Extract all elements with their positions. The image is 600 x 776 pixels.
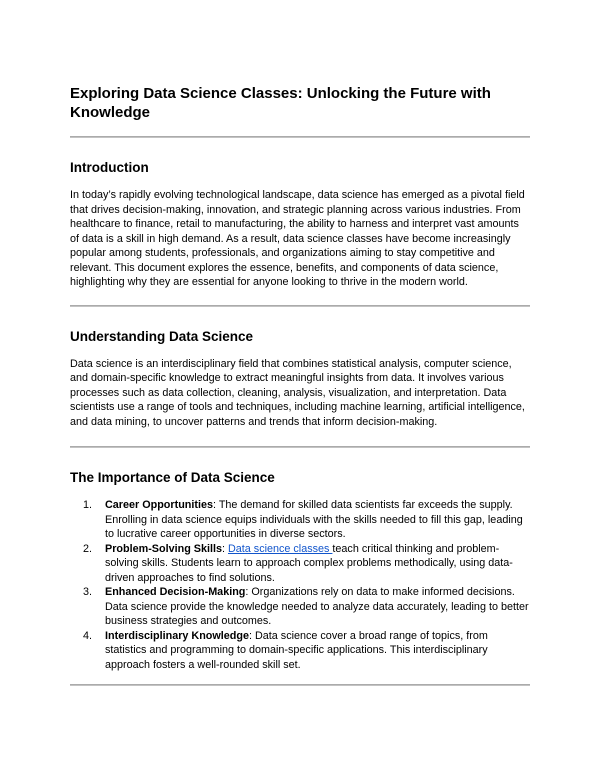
horizontal-rule [70,446,530,448]
introduction-paragraph: In today’s rapidly evolving technological landscape, data science has emerged as a pivotal field that drives decision-making, innovation, and strategic planning across various industries. From healthcare to finance, retail to manufacturing, the ability to harness and interpret vast amounts of data is a skill in high demand. As a result, data science classes have become increasingly popular among students, professionals, and organizations aiming to stay competitive and relevant. This document explores the essence, benefits, and components of data science, highlighting why they are essential for anyone looking to thrive in the modern world. [70,189,525,288]
list-item-text: teach critical thinking and problem-solving skills. Students learn to approach complex problems methodically, using data-driven approaches to find solutions. [105,542,513,584]
list-item-bold-lead: Enhanced Decision-Making [105,586,246,598]
list-item-bold-lead: Interdisciplinary Knowledge [105,629,249,642]
list-item-separator: : [245,586,252,598]
section-heading-introduction: Introduction [70,160,149,175]
list-item-career-opportunities [83,498,530,542]
list-number: 4. [83,629,93,642]
section-heading-understanding-data-science: Understanding Data Science [70,328,254,344]
list-item-separator: : [222,542,228,555]
list-number: 1. [83,499,93,511]
importance-list [70,498,530,672]
list-item-bold-lead: Problem-Solving Skills [105,542,222,555]
list-item-bold-lead: Career Opportunities [105,499,213,511]
list-item-separator: : [249,629,255,642]
horizontal-rule [70,684,530,686]
list-item-enhanced-decision-making [83,585,530,629]
list-item-text: The demand for skilled data scientists far exceeds the supply. Enrolling in data science equips individuals with the skills needed to fill this gap, leading to lucrative career opportunities in diverse sectors. [105,499,523,540]
list-number: 3. [83,586,93,598]
data-science-classes-link[interactable]: Data science classes [228,542,333,555]
list-item-text: Data science cover a broad range of topics, from statistics and programming to domain-specific applications. This interdisciplinary approach fosters a well-rounded skill set. [105,629,488,671]
list-number: 2. [83,542,93,555]
section-heading-importance-of-data-science: The Importance of Data Science [70,470,275,485]
list-item-text: Organizations rely on data to make informed decisions. Data science provide the knowledge needed to analyze data accurately, leading to better business strategies and outcomes. [105,586,529,627]
list-item-problem-solving-skills [83,542,530,586]
document-title: Exploring Data Science Classes: Unlocking the Future with Knowledge [70,85,491,121]
understanding-paragraph: Data science is an interdisciplinary field that combines statistical analysis, computer science, and domain-specific knowledge to extract meaningful insights from data. It involves various processes such as data collection, cleaning, analysis, visualization, and interpretation. Data scientists use a range of tools and techniques, including machine learning, artificial intelligence, and data mining, to uncover patterns and trends that inform decision-making. [70,357,525,428]
horizontal-rule [70,136,530,138]
list-item-interdisciplinary-knowledge [83,629,530,673]
list-item-separator: : [213,499,219,511]
horizontal-rule [70,305,530,307]
